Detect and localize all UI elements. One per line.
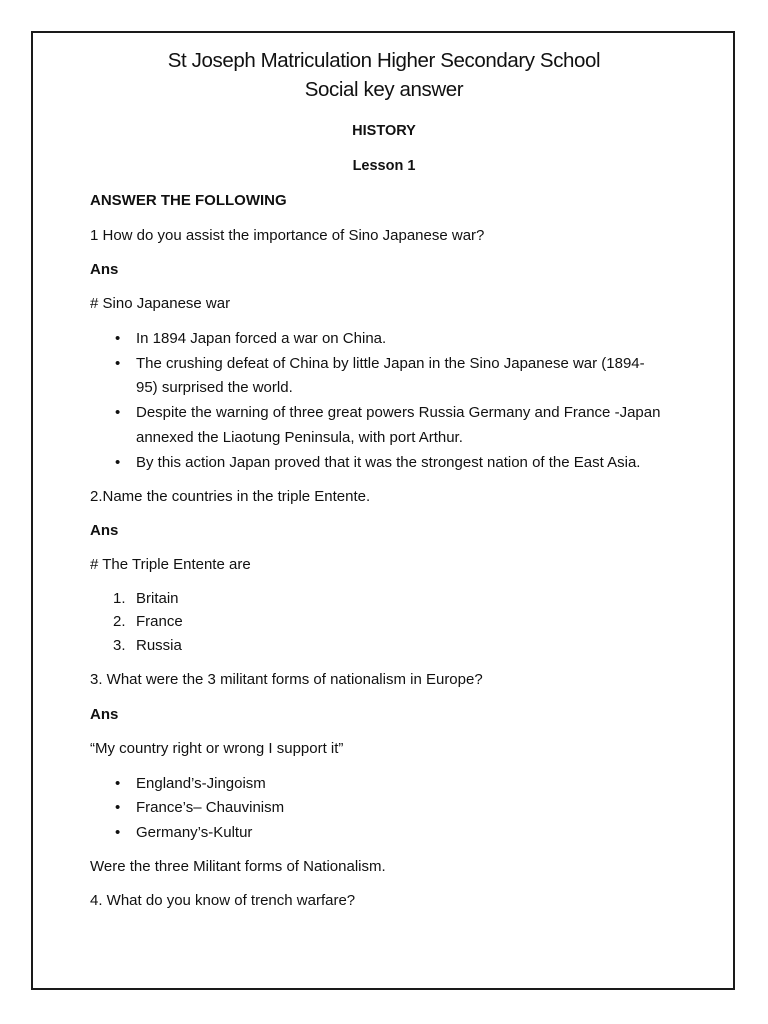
bullet-dot-icon: • [115,330,121,347]
answer-3-quote: “My country right or wrong I support it” [90,740,344,757]
bullet-dot-icon: • [115,775,121,792]
answer-1-point: By this action Japan proved that it was the strongest nation of the East Asia. [136,454,641,471]
document-subtitle: Social key answer [304,78,464,101]
bullet-dot-icon: • [115,404,121,421]
answer-3-conclusion: Were the three Militant forms of Nationalism. [90,858,386,875]
list-number: 3. [113,637,126,654]
page-border [31,31,735,990]
answer-3-point: France’s– Chauvinism [136,799,285,816]
answer-2-item: France [136,613,183,630]
bullet-dot-icon: • [115,355,121,372]
answer-3-point: Germany’s-Kultur [136,824,253,841]
bullet-dot-icon: • [115,799,121,816]
question-3: 3. What were the 3 militant forms of nationalism in Europe? [90,671,483,688]
bullet-dot-icon: • [115,454,121,471]
answer-2-item: Russia [136,637,182,654]
question-2: 2.Name the countries in the triple Entente. [90,488,371,505]
answer-3-point: England’s-Jingoism [136,775,266,792]
question-4: 4. What do you know of trench warfare? [90,892,356,909]
answer-1-point-continued: 95) surprised the world. [136,379,293,396]
answer-label-1: Ans [90,261,119,278]
subject-heading: HISTORY [352,123,416,139]
answer-2-intro: # The Triple Entente are [90,556,251,573]
bullet-dot-icon: • [115,824,121,841]
answer-1-intro: # Sino Japanese war [90,295,231,312]
answer-1-point: Despite the warning of three great powers Russia Germany and France -Japan [136,404,661,421]
answer-1-point: The crushing defeat of China by little Japan in the Sino Japanese war (1894- [136,355,645,372]
answer-label-3: Ans [90,706,119,723]
answer-label-2: Ans [90,522,119,539]
answer-2-item: Britain [136,590,179,607]
lesson-heading: Lesson 1 [352,158,416,174]
answer-1-point-continued: annexed the Liaotung Peninsula, with port Arthur. [136,429,463,446]
list-number: 1. [113,590,126,607]
list-number: 2. [113,613,126,630]
answer-1-point: In 1894 Japan forced a war on China. [136,330,387,347]
question-1: 1 How do you assist the importance of Sino Japanese war? [90,227,485,244]
section-heading: ANSWER THE FOLLOWING [90,192,287,209]
school-name: St Joseph Matriculation Higher Secondary School [167,49,601,72]
